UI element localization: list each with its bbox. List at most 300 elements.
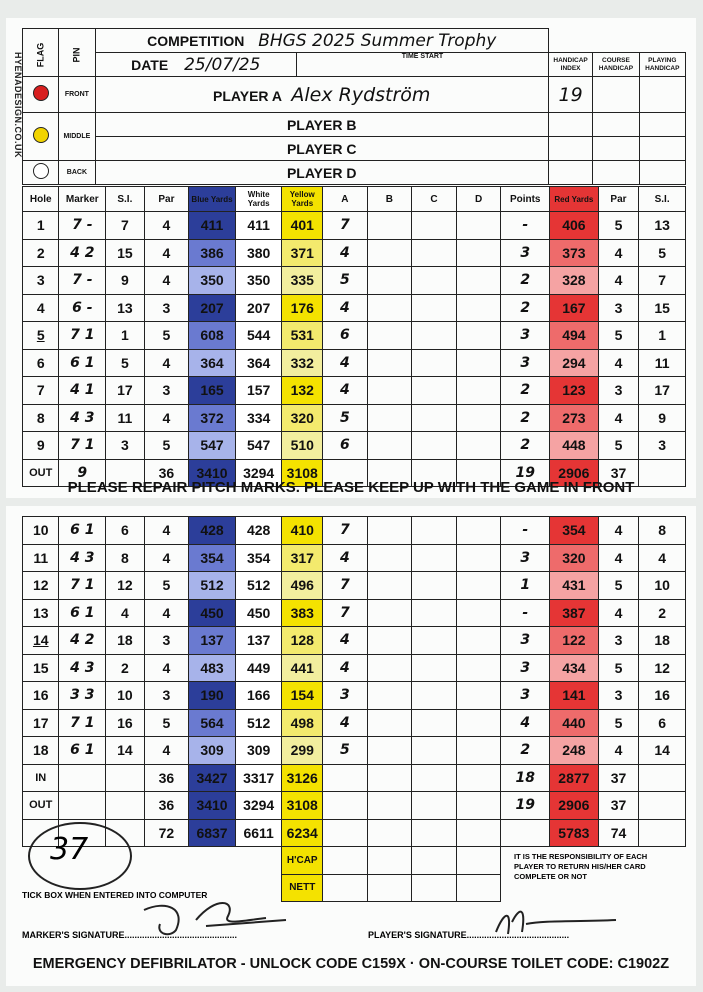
stroke-index-red: 11 bbox=[639, 349, 686, 377]
out-row-back-c[interactable] bbox=[412, 792, 457, 820]
player-d-score[interactable] bbox=[456, 599, 501, 627]
player-c-score[interactable] bbox=[412, 737, 457, 765]
red-yards: 494 bbox=[550, 322, 599, 350]
player-signature bbox=[486, 902, 626, 942]
player-b-score[interactable] bbox=[367, 322, 412, 350]
player-c-score[interactable] bbox=[412, 572, 457, 600]
player-d-score[interactable] bbox=[456, 212, 501, 240]
yellow-yards: 132 bbox=[282, 377, 323, 405]
par-red: 3 bbox=[598, 377, 639, 405]
white-yards: 449 bbox=[235, 654, 282, 682]
points[interactable]: 4 bbox=[501, 709, 550, 737]
player-d-score[interactable] bbox=[456, 377, 501, 405]
player-a-score[interactable]: 7 bbox=[323, 572, 368, 600]
blue-yards: 364 bbox=[189, 349, 236, 377]
blue-yards: 428 bbox=[189, 517, 236, 545]
total-row-b[interactable] bbox=[367, 819, 412, 847]
par-red: 4 bbox=[598, 517, 639, 545]
column-header-red: Red Yards bbox=[550, 187, 599, 212]
player-a-score[interactable]: 5 bbox=[323, 404, 368, 432]
in-row-a[interactable] bbox=[323, 764, 368, 792]
stroke-index: 16 bbox=[106, 709, 145, 737]
marker-score[interactable]: 6 1 bbox=[59, 517, 106, 545]
blue-yards: 350 bbox=[189, 267, 236, 295]
date-label: DATE bbox=[131, 56, 169, 73]
course-handicap-a[interactable] bbox=[593, 77, 639, 113]
circled-total-value: 37 bbox=[50, 832, 89, 867]
out-row-back-white: 3294 bbox=[235, 792, 282, 820]
player-b-score[interactable] bbox=[367, 737, 412, 765]
nett-b[interactable] bbox=[367, 874, 412, 902]
yellow-yards: 128 bbox=[282, 627, 323, 655]
stroke-index: 5 bbox=[106, 349, 145, 377]
marker-score[interactable]: 6 1 bbox=[59, 737, 106, 765]
stroke-index-red: 10 bbox=[639, 572, 686, 600]
par-red: 4 bbox=[598, 349, 639, 377]
stroke-index: 10 bbox=[106, 682, 145, 710]
player-a-score[interactable]: 6 bbox=[323, 432, 368, 460]
course-handicap-d[interactable] bbox=[593, 161, 639, 185]
player-b-score[interactable] bbox=[367, 349, 412, 377]
player-b-score[interactable] bbox=[367, 544, 412, 572]
nett-d[interactable] bbox=[456, 874, 501, 902]
playing-handicap-d[interactable] bbox=[639, 161, 685, 185]
blue-yards: 411 bbox=[189, 212, 236, 240]
hole-row bbox=[23, 544, 686, 572]
player-a-score[interactable]: 6 bbox=[323, 322, 368, 350]
handicap-index-value[interactable]: 19 bbox=[558, 83, 583, 106]
in-row-c[interactable] bbox=[412, 764, 457, 792]
marker-score[interactable]: 7 1 bbox=[59, 572, 106, 600]
player-b-score[interactable] bbox=[367, 377, 412, 405]
handicap-index-c[interactable] bbox=[548, 137, 592, 161]
points[interactable]: 1 bbox=[501, 572, 550, 600]
playing-handicap-c[interactable] bbox=[639, 137, 685, 161]
player-a-score[interactable]: 4 bbox=[323, 654, 368, 682]
marker-signature-label: MARKER'S SIGNATURE............................................. bbox=[22, 930, 237, 940]
points[interactable]: 2 bbox=[501, 432, 550, 460]
marker-score[interactable]: 4 3 bbox=[59, 654, 106, 682]
handicap-index-b[interactable] bbox=[548, 113, 592, 137]
total-row-blue: 6837 bbox=[189, 819, 236, 847]
in-row-b[interactable] bbox=[367, 764, 412, 792]
points[interactable]: 3 bbox=[501, 239, 550, 267]
stroke-index: 4 bbox=[106, 599, 145, 627]
player-d-score[interactable] bbox=[456, 349, 501, 377]
yellow-yards: 496 bbox=[282, 572, 323, 600]
out-row-back-points[interactable]: 19 bbox=[501, 792, 550, 820]
handicap-index-d[interactable] bbox=[548, 161, 592, 185]
marker-signature bbox=[136, 890, 306, 940]
red-yards: 373 bbox=[550, 239, 599, 267]
marker-score[interactable]: 6 1 bbox=[59, 349, 106, 377]
player-a-name[interactable]: Alex Rydström bbox=[291, 83, 431, 106]
player-c-label: PLAYER C bbox=[286, 140, 357, 157]
player-c-score[interactable] bbox=[412, 239, 457, 267]
out-row-marker[interactable]: 9 bbox=[59, 459, 106, 487]
stroke-index-red: 6 bbox=[639, 709, 686, 737]
par: 3 bbox=[144, 682, 189, 710]
course-handicap-c[interactable] bbox=[593, 137, 639, 161]
column-header-blue: Blue Yards bbox=[189, 187, 236, 212]
points[interactable]: - bbox=[501, 599, 550, 627]
out-row-par2: 37 bbox=[598, 459, 639, 487]
player-a-score[interactable]: 7 bbox=[323, 517, 368, 545]
par: 4 bbox=[144, 212, 189, 240]
par-red: 5 bbox=[598, 709, 639, 737]
out-row-back-b[interactable] bbox=[367, 792, 412, 820]
player-d-score[interactable] bbox=[456, 239, 501, 267]
par-red: 4 bbox=[598, 737, 639, 765]
points[interactable]: 2 bbox=[501, 737, 550, 765]
player-a-label: PLAYER A bbox=[213, 87, 282, 104]
out-row-back-par: 36 bbox=[144, 792, 189, 820]
red-yards: 431 bbox=[550, 572, 599, 600]
par: 4 bbox=[144, 239, 189, 267]
points[interactable]: 2 bbox=[501, 404, 550, 432]
out-row-par: 36 bbox=[144, 459, 189, 487]
hole-row bbox=[23, 377, 686, 405]
in-row-points[interactable]: 18 bbox=[501, 764, 550, 792]
out-row-back-red: 2906 bbox=[550, 792, 599, 820]
hole-number: 12 bbox=[23, 572, 59, 600]
marker-score[interactable]: 4 3 bbox=[59, 404, 106, 432]
marker-score[interactable]: 7 1 bbox=[59, 709, 106, 737]
column-header-yellow: Yellow Yards bbox=[282, 187, 323, 212]
points[interactable]: 2 bbox=[501, 294, 550, 322]
player-b-score[interactable] bbox=[367, 627, 412, 655]
hole-number: 2 bbox=[23, 239, 59, 267]
player-c-score[interactable] bbox=[412, 709, 457, 737]
yellow-yards: 154 bbox=[282, 682, 323, 710]
stroke-index-red: 8 bbox=[639, 517, 686, 545]
hcap-c[interactable] bbox=[412, 847, 457, 875]
column-header-c: C bbox=[412, 187, 457, 212]
hole-row bbox=[23, 627, 686, 655]
par-red: 4 bbox=[598, 599, 639, 627]
player-c-score[interactable] bbox=[412, 212, 457, 240]
column-header-a: A bbox=[323, 187, 368, 212]
header-table bbox=[22, 28, 686, 185]
player-d-score[interactable] bbox=[456, 737, 501, 765]
hcap-d[interactable] bbox=[456, 847, 501, 875]
par: 4 bbox=[144, 599, 189, 627]
player-a-score[interactable]: 4 bbox=[323, 627, 368, 655]
player-d-score[interactable] bbox=[456, 322, 501, 350]
player-d-score[interactable] bbox=[456, 432, 501, 460]
out-row-back-blue: 3410 bbox=[189, 792, 236, 820]
in-row-d[interactable] bbox=[456, 764, 501, 792]
in-row-si2 bbox=[639, 764, 686, 792]
player-c-score[interactable] bbox=[412, 322, 457, 350]
middle-pin-flag-icon bbox=[33, 127, 49, 143]
player-c-score[interactable] bbox=[412, 267, 457, 295]
hole-number: 11 bbox=[23, 544, 59, 572]
white-yards: 334 bbox=[235, 404, 282, 432]
hole-number: 14 bbox=[23, 627, 59, 655]
stroke-index-red: 13 bbox=[639, 212, 686, 240]
player-c-score[interactable] bbox=[412, 599, 457, 627]
player-c-score[interactable] bbox=[412, 682, 457, 710]
competition-value[interactable]: BHGS 2025 Summer Trophy bbox=[258, 30, 497, 51]
marker-score[interactable]: 7 - bbox=[59, 267, 106, 295]
player-b-score[interactable] bbox=[367, 294, 412, 322]
player-a-score[interactable]: 4 bbox=[323, 377, 368, 405]
player-a-score[interactable]: 7 bbox=[323, 599, 368, 627]
total-row-par: 72 bbox=[144, 819, 189, 847]
stroke-index-red: 1 bbox=[639, 322, 686, 350]
points[interactable]: 3 bbox=[501, 349, 550, 377]
player-b-score[interactable] bbox=[367, 599, 412, 627]
stroke-index-red: 17 bbox=[639, 377, 686, 405]
player-d-score[interactable] bbox=[456, 544, 501, 572]
player-b-score[interactable] bbox=[367, 404, 412, 432]
white-yards: 547 bbox=[235, 432, 282, 460]
points[interactable]: 3 bbox=[501, 544, 550, 572]
stroke-index: 14 bbox=[106, 737, 145, 765]
player-a-score[interactable]: 4 bbox=[323, 709, 368, 737]
player-c-score[interactable] bbox=[412, 349, 457, 377]
yellow-yards: 383 bbox=[282, 599, 323, 627]
marker-score[interactable]: 4 2 bbox=[59, 239, 106, 267]
marker-score[interactable]: 6 - bbox=[59, 294, 106, 322]
player-b-score[interactable] bbox=[367, 572, 412, 600]
red-yards: 406 bbox=[550, 212, 599, 240]
column-header-b: B bbox=[367, 187, 412, 212]
out-row-red: 2906 bbox=[550, 459, 599, 487]
red-yards: 448 bbox=[550, 432, 599, 460]
player-c-score[interactable] bbox=[412, 544, 457, 572]
player-d-score[interactable] bbox=[456, 627, 501, 655]
player-d-score[interactable] bbox=[456, 404, 501, 432]
player-c-score[interactable] bbox=[412, 404, 457, 432]
out-row-blue: 3410 bbox=[189, 459, 236, 487]
player-d-score[interactable] bbox=[456, 709, 501, 737]
white-yards: 512 bbox=[235, 709, 282, 737]
player-d-score[interactable] bbox=[456, 294, 501, 322]
out-row-back-marker[interactable] bbox=[59, 792, 106, 820]
out-row-white: 3294 bbox=[235, 459, 282, 487]
marker-score[interactable]: 7 1 bbox=[59, 432, 106, 460]
blue-yards: 450 bbox=[189, 599, 236, 627]
player-b-score[interactable] bbox=[367, 517, 412, 545]
marker-score[interactable]: 7 1 bbox=[59, 322, 106, 350]
nett-c[interactable] bbox=[412, 874, 457, 902]
blue-yards: 386 bbox=[189, 239, 236, 267]
website-text: HYENADESIGN.CO.UK bbox=[13, 52, 23, 159]
player-c-score[interactable] bbox=[412, 627, 457, 655]
points[interactable]: - bbox=[501, 517, 550, 545]
player-b-score[interactable] bbox=[367, 654, 412, 682]
red-yards: 123 bbox=[550, 377, 599, 405]
par: 4 bbox=[144, 517, 189, 545]
column-header-hole: Hole bbox=[23, 187, 59, 212]
out-row-back-label: OUT bbox=[23, 792, 59, 820]
marker-score[interactable]: 3 3 bbox=[59, 682, 106, 710]
player-d-label: PLAYER D bbox=[286, 164, 357, 181]
par: 4 bbox=[144, 737, 189, 765]
par: 5 bbox=[144, 322, 189, 350]
points[interactable]: 2 bbox=[501, 377, 550, 405]
front-nine-table bbox=[22, 186, 686, 487]
blue-yards: 372 bbox=[189, 404, 236, 432]
player-c-score[interactable] bbox=[412, 654, 457, 682]
out-row-back-a[interactable] bbox=[323, 792, 368, 820]
stroke-index: 11 bbox=[106, 404, 145, 432]
hcap-a[interactable] bbox=[323, 847, 368, 875]
player-b-score[interactable] bbox=[367, 239, 412, 267]
yellow-yards: 317 bbox=[282, 544, 323, 572]
hole-number: 7 bbox=[23, 377, 59, 405]
yellow-yards: 176 bbox=[282, 294, 323, 322]
stroke-index: 2 bbox=[106, 654, 145, 682]
player-a-score[interactable]: 5 bbox=[323, 267, 368, 295]
yellow-yards: 498 bbox=[282, 709, 323, 737]
column-header-si2: S.I. bbox=[639, 187, 686, 212]
points[interactable]: 3 bbox=[501, 654, 550, 682]
player-d-score[interactable] bbox=[456, 572, 501, 600]
stroke-index-red: 3 bbox=[639, 432, 686, 460]
playing-handicap-b[interactable] bbox=[639, 113, 685, 137]
par: 4 bbox=[144, 544, 189, 572]
nett-a[interactable] bbox=[323, 874, 368, 902]
total-row-d[interactable] bbox=[456, 819, 501, 847]
yellow-yards: 299 bbox=[282, 737, 323, 765]
player-d-score[interactable] bbox=[456, 517, 501, 545]
front-pin-flag-icon bbox=[33, 85, 49, 101]
red-yards: 328 bbox=[550, 267, 599, 295]
red-yards: 440 bbox=[550, 709, 599, 737]
player-b-score[interactable] bbox=[367, 267, 412, 295]
out-row-back-si2 bbox=[639, 792, 686, 820]
marker-score[interactable]: 7 - bbox=[59, 212, 106, 240]
footer-codes: EMERGENCY DEFIBRILATOR - UNLOCK CODE C159X · ON-COURSE TOILET CODE: C1902Z bbox=[32, 956, 670, 972]
points[interactable]: 3 bbox=[501, 627, 550, 655]
player-signature-label: PLAYER'S SIGNATURE......................................... bbox=[368, 930, 570, 940]
player-b-score[interactable] bbox=[367, 432, 412, 460]
hole-row bbox=[23, 267, 686, 295]
par-red: 3 bbox=[598, 627, 639, 655]
in-row-si bbox=[106, 764, 145, 792]
stroke-index-red: 4 bbox=[639, 544, 686, 572]
total-row-points[interactable] bbox=[501, 819, 550, 847]
hole-number: 15 bbox=[23, 654, 59, 682]
white-yards: 364 bbox=[235, 349, 282, 377]
competition-label: COMPETITION bbox=[147, 32, 245, 49]
player-c-score[interactable] bbox=[412, 294, 457, 322]
column-header-d: D bbox=[456, 187, 501, 212]
total-row-c[interactable] bbox=[412, 819, 457, 847]
hole-row bbox=[23, 682, 686, 710]
in-row-blue: 3427 bbox=[189, 764, 236, 792]
player-c-score[interactable] bbox=[412, 432, 457, 460]
hole-number: 16 bbox=[23, 682, 59, 710]
blue-yards: 309 bbox=[189, 737, 236, 765]
player-a-score[interactable]: 7 bbox=[323, 212, 368, 240]
par: 4 bbox=[144, 404, 189, 432]
player-a-score[interactable]: 5 bbox=[323, 737, 368, 765]
points[interactable]: - bbox=[501, 212, 550, 240]
marker-score[interactable]: 4 2 bbox=[59, 627, 106, 655]
out-row-points[interactable]: 19 bbox=[501, 459, 550, 487]
par-red: 4 bbox=[598, 404, 639, 432]
out-row-back-si bbox=[106, 792, 145, 820]
column-header-si: S.I. bbox=[106, 187, 145, 212]
player-d-score[interactable] bbox=[456, 267, 501, 295]
stroke-index: 3 bbox=[106, 432, 145, 460]
points[interactable]: 3 bbox=[501, 682, 550, 710]
stroke-index: 8 bbox=[106, 544, 145, 572]
player-d-score[interactable] bbox=[456, 682, 501, 710]
player-a-score[interactable]: 4 bbox=[323, 239, 368, 267]
par: 3 bbox=[144, 627, 189, 655]
player-a-score[interactable]: 4 bbox=[323, 349, 368, 377]
player-d-score[interactable] bbox=[456, 654, 501, 682]
yellow-yards: 410 bbox=[282, 517, 323, 545]
hcap-b[interactable] bbox=[367, 847, 412, 875]
in-row bbox=[23, 764, 686, 792]
stroke-index: 7 bbox=[106, 212, 145, 240]
par: 3 bbox=[144, 377, 189, 405]
blue-yards: 354 bbox=[189, 544, 236, 572]
hole-row bbox=[23, 294, 686, 322]
playing-handicap-a[interactable] bbox=[639, 77, 685, 113]
date-value[interactable]: 25/07/25 bbox=[184, 54, 261, 75]
hole-number: 18 bbox=[23, 737, 59, 765]
points[interactable]: 2 bbox=[501, 267, 550, 295]
player-c-score[interactable] bbox=[412, 517, 457, 545]
white-yards: 512 bbox=[235, 572, 282, 600]
par-red: 3 bbox=[598, 294, 639, 322]
stroke-index: 6 bbox=[106, 517, 145, 545]
marker-score[interactable]: 4 1 bbox=[59, 377, 106, 405]
hole-number: 4 bbox=[23, 294, 59, 322]
marker-score[interactable]: 6 1 bbox=[59, 599, 106, 627]
stroke-index: 1 bbox=[106, 322, 145, 350]
player-c-score[interactable] bbox=[412, 377, 457, 405]
stroke-index-red: 14 bbox=[639, 737, 686, 765]
red-yards: 320 bbox=[550, 544, 599, 572]
yellow-yards: 320 bbox=[282, 404, 323, 432]
course-handicap-b[interactable] bbox=[593, 113, 639, 137]
player-a-score[interactable]: 3 bbox=[323, 682, 368, 710]
points[interactable]: 3 bbox=[501, 322, 550, 350]
out-row-back-d[interactable] bbox=[456, 792, 501, 820]
in-row-marker[interactable] bbox=[59, 764, 106, 792]
column-header-marker: Marker bbox=[59, 187, 106, 212]
blue-yards: 165 bbox=[189, 377, 236, 405]
in-row-white: 3317 bbox=[235, 764, 282, 792]
blue-yards: 512 bbox=[189, 572, 236, 600]
red-yards: 167 bbox=[550, 294, 599, 322]
red-yards: 141 bbox=[550, 682, 599, 710]
white-yards: 380 bbox=[235, 239, 282, 267]
blue-yards: 564 bbox=[189, 709, 236, 737]
red-yards: 294 bbox=[550, 349, 599, 377]
total-row-red: 5783 bbox=[550, 819, 599, 847]
marker-score[interactable]: 4 3 bbox=[59, 544, 106, 572]
total-row-a[interactable] bbox=[323, 819, 368, 847]
player-b-score[interactable] bbox=[367, 212, 412, 240]
out-row-back-yellow: 3108 bbox=[282, 792, 323, 820]
player-a-score[interactable]: 4 bbox=[323, 294, 368, 322]
red-yards: 387 bbox=[550, 599, 599, 627]
white-yards: 350 bbox=[235, 267, 282, 295]
player-b-score[interactable] bbox=[367, 682, 412, 710]
player-b-score[interactable] bbox=[367, 709, 412, 737]
player-a-score[interactable]: 4 bbox=[323, 544, 368, 572]
stroke-index-red: 5 bbox=[639, 239, 686, 267]
